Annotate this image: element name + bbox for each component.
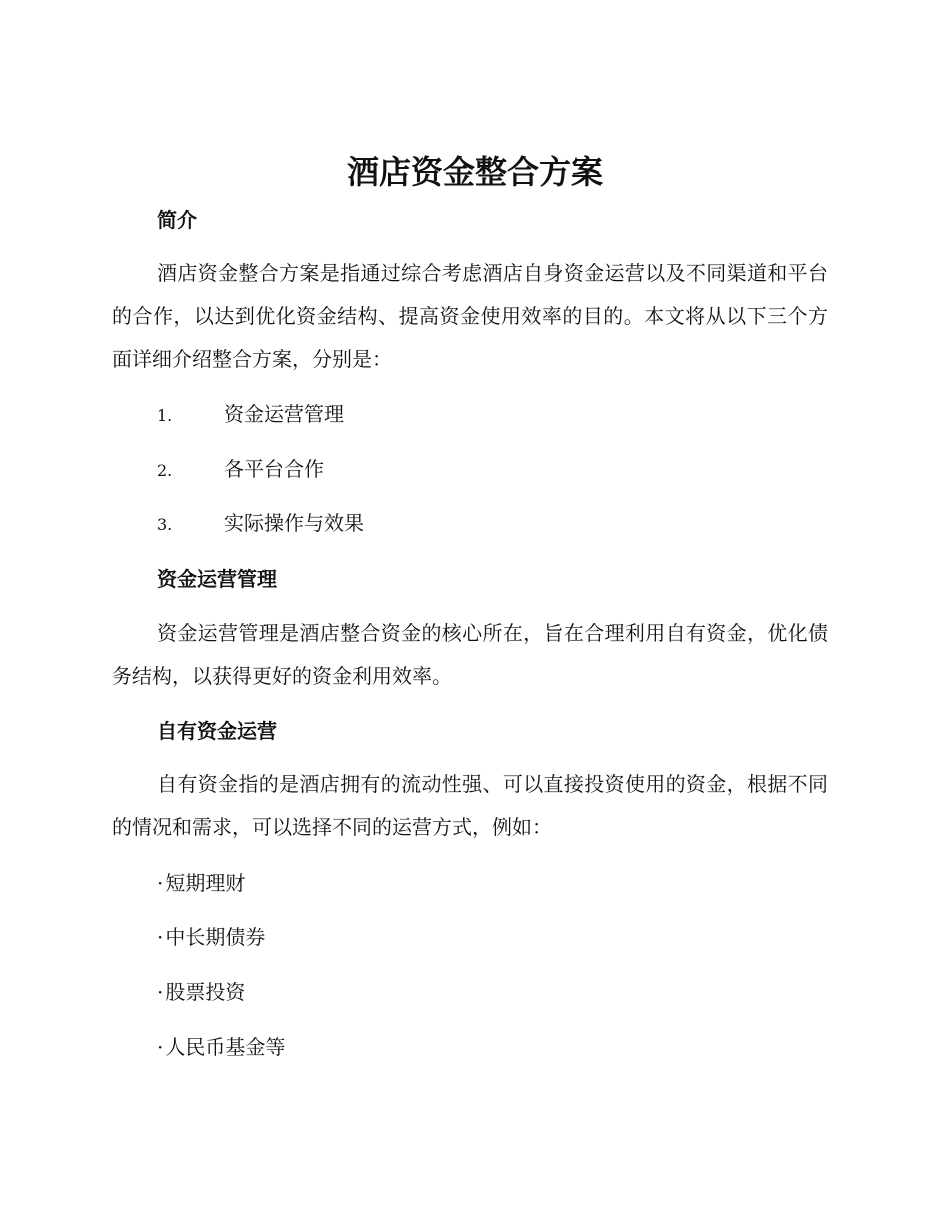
bullet-icon: · <box>157 925 164 949</box>
bullet-icon: · <box>157 1035 164 1059</box>
bullet-icon: · <box>157 871 164 895</box>
bullet-text: 中长期债券 <box>165 925 266 949</box>
list-item-text: 资金运营管理 <box>224 402 344 426</box>
intro-paragraph: 酒店资金整合方案是指通过综合考虑酒店自身资金运营以及不同渠道和平台的合作，以达到优化资金结构、提高资金使用效率的目的。本文将从以下三个方面详细介绍整合方案，分别是： <box>112 261 828 371</box>
list-item <box>157 455 324 485</box>
own-capital-paragraph: 自有资金指的是酒店拥有的流动性强、可以直接投资使用的资金，根据不同的情况和需求，可以选择不同的运营方式，例如： <box>112 772 828 839</box>
list-item-number: 1. <box>157 406 173 425</box>
list-item-text: 实际操作与效果 <box>224 511 364 535</box>
list-item <box>157 400 344 430</box>
section-heading-capital-ops: 资金运营管理 <box>157 567 277 591</box>
bullet-item <box>157 1033 285 1061</box>
bullet-text: 人民币基金等 <box>165 1035 286 1059</box>
bullet-item <box>157 869 245 897</box>
bullet-item <box>157 978 245 1006</box>
document-title: 酒店资金整合方案 <box>346 153 603 191</box>
list-item-number: 3. <box>157 515 173 534</box>
bullet-text: 股票投资 <box>165 980 246 1004</box>
list-item-number: 2. <box>157 461 173 480</box>
section-heading-own-capital: 自有资金运营 <box>157 719 277 743</box>
bullet-item <box>157 923 265 951</box>
section-heading-intro: 简介 <box>157 208 197 232</box>
list-item <box>157 509 364 539</box>
capital-ops-paragraph: 资金运营管理是酒店整合资金的核心所在，旨在合理利用自有资金，优化债务结构，以获得更好的资金利用效率。 <box>112 621 828 688</box>
bullet-icon: · <box>157 980 164 1004</box>
bullet-text: 短期理财 <box>165 871 246 895</box>
list-item-text: 各平台合作 <box>224 457 324 481</box>
